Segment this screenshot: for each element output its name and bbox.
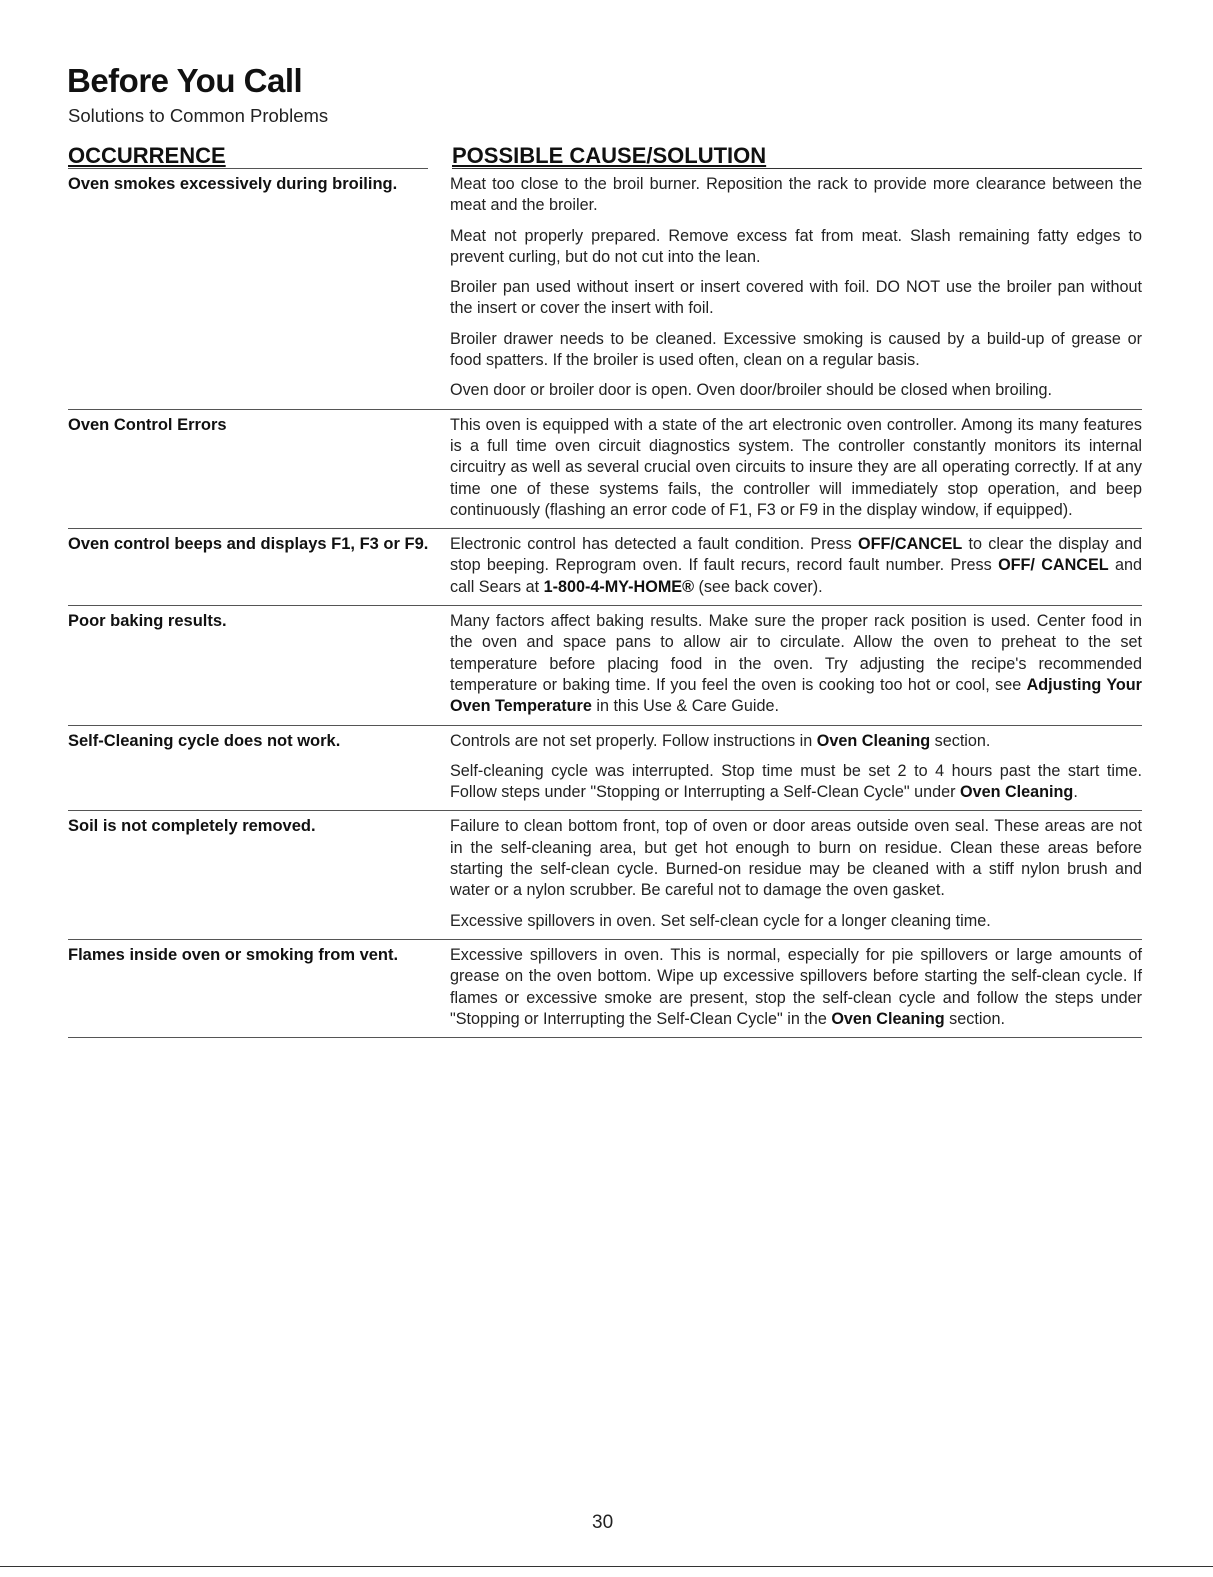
solution-paragraph	[450, 731, 1142, 752]
page-title: Before You Call	[67, 62, 303, 99]
solution-cell	[450, 532, 1142, 600]
solution-paragraph	[450, 611, 1142, 717]
solution-cell	[450, 814, 1142, 933]
solution-text: Self-cleaning cycle was interrupted. Stop time must be set 2 to 4 hours past the start time. Follow steps under "Stopping or Interrupting a Self-Clean Cycle" under	[450, 761, 1142, 802]
solution-text: section.	[944, 1009, 1005, 1028]
solution-text: Many factors affect baking results. Make sure the proper rack position is used. Center food in the oven and space pans to allow air to circulate. Allow the oven to preheat to the set temperature before placing food in the oven. Try adjusting the recipe's recommended temperature or baking time. If you feel the oven is cooking too hot or cool, see	[450, 612, 1142, 694]
table-row	[68, 413, 1142, 529]
solution-paragraph	[450, 380, 1142, 401]
solution-text: .	[1073, 783, 1078, 802]
troubleshooting-table	[68, 172, 1142, 1041]
header-divider	[452, 168, 1142, 169]
solution-text: Oven door or broiler door is open. Oven door/broiler should be closed when broiling.	[450, 381, 1052, 400]
solution-text: Broiler drawer needs to be cleaned. Excessive smoking is caused by a build-up of grease or food spatters. If the broiler is used often, clean on a regular basis.	[450, 329, 1142, 370]
solution-paragraph	[450, 226, 1142, 269]
table-row	[68, 729, 1142, 812]
occurrence-cell: Soil is not completely removed.	[68, 817, 316, 836]
occurrence-column-header: OCCURRENCE	[68, 143, 226, 168]
table-row	[68, 609, 1142, 725]
solution-emphasis: Oven Cleaning	[831, 1009, 945, 1028]
solution-column-header: POSSIBLE CAUSE/SOLUTION	[452, 143, 767, 168]
solution-paragraph	[450, 174, 1142, 217]
solution-paragraph	[450, 534, 1142, 598]
solution-cell	[450, 413, 1142, 523]
header-divider-left	[68, 168, 428, 169]
table-row	[68, 172, 1142, 410]
page-number: 30	[592, 1512, 614, 1533]
solution-text: Meat too close to the broil burner. Reposition the rack to provide more clearance between the meat and the broiler.	[450, 175, 1142, 215]
solution-text: and call Sears at	[450, 556, 1143, 596]
solution-text: Meat not properly prepared. Remove excess fat from meat. Slash remaining fatty edges to prevent curling, but do not cut into the lean.	[450, 226, 1142, 266]
solution-text: in this Use & Care Guide.	[591, 697, 779, 716]
solution-emphasis: OFF/ CANCEL	[998, 556, 1109, 575]
solution-paragraph	[450, 945, 1142, 1030]
solution-paragraph	[450, 911, 1142, 932]
solution-text: (see back cover).	[694, 577, 823, 596]
solution-paragraph	[450, 277, 1142, 320]
table-row	[68, 532, 1142, 606]
occurrence-cell: Oven smokes excessively during broiling.	[68, 175, 398, 193]
solution-text: Failure to clean bottom front, top of oven or door areas outside oven seal. These areas are not in the self-cleaning area, but get hot enough to burn on residue. Clean these areas before starting the self-clean cycle. Burned-on residue may be cleaned with a stiff nylon brush and water or a nylon scrubber. Be careful not to damage the oven gasket.	[450, 817, 1142, 900]
solution-paragraph	[450, 329, 1142, 372]
occurrence-cell: Poor baking results.	[68, 612, 227, 631]
solution-text: This oven is equipped with a state of the art electronic oven controller. Among its many features is a full time oven circuit diagnostics system. The controller constantly monitors its internal circuitry as well as several crucial oven circuits to insure they are all operating correctly. If at any time one of these systems fails, the controller will immediately stop operation, and beep continuously (flashing an error code of F1, F3 or F9 in the display window, if equipped).	[450, 415, 1142, 519]
solution-emphasis: Adjusting Your Oven Temperature	[450, 675, 1142, 716]
solution-cell	[450, 609, 1142, 719]
solution-emphasis: 1-800-4-MY-HOME®	[543, 577, 695, 596]
table-row	[68, 814, 1142, 939]
occurrence-cell: Flames inside oven or smoking from vent.	[68, 945, 399, 964]
solution-text: Excessive spillovers in oven. Set self-clean cycle for a longer cleaning time.	[450, 911, 991, 930]
solution-cell	[450, 729, 1142, 806]
solution-emphasis: OFF/CANCEL	[858, 535, 963, 554]
solution-text: Broiler pan used without insert or insert covered with foil. DO NOT use the broiler pan without the insert or cover the insert with foil.	[450, 278, 1142, 318]
solution-text: section.	[930, 731, 991, 750]
solution-cell	[450, 943, 1142, 1032]
solution-text: Controls are not set properly. Follow instructions in	[450, 731, 817, 750]
footer-divider	[0, 1566, 1213, 1567]
occurrence-cell: Oven Control Errors	[68, 415, 227, 434]
solution-paragraph	[450, 415, 1142, 521]
occurrence-cell: Self-Cleaning cycle does not work.	[68, 731, 341, 750]
solution-cell	[450, 172, 1142, 404]
page-subtitle: Solutions to Common Problems	[68, 105, 329, 126]
solution-paragraph	[450, 761, 1142, 804]
solution-emphasis: Oven Cleaning	[959, 783, 1074, 802]
solution-text: Excessive spillovers in oven. This is normal, especially for pie spillovers or large amounts of grease on the oven bottom. Wipe up excessive spillovers before starting the self-clean cycle. If flames or excessive smoke are present, stop the self-clean cycle and follow the steps under "Stopping or Interrupting the Self-Clean Cycle" in the	[450, 945, 1142, 1028]
solution-text: to clear the display and stop beeping. Reprogram oven. If fault recurs, record fault number. Press	[450, 535, 1142, 575]
solution-text: Electronic control has detected a fault condition. Press	[450, 535, 859, 554]
solution-emphasis: Oven Cleaning	[816, 731, 931, 750]
table-row	[68, 943, 1142, 1038]
solution-paragraph	[450, 816, 1142, 901]
occurrence-cell: Oven control beeps and displays F1, F3 or F9.	[68, 535, 429, 554]
